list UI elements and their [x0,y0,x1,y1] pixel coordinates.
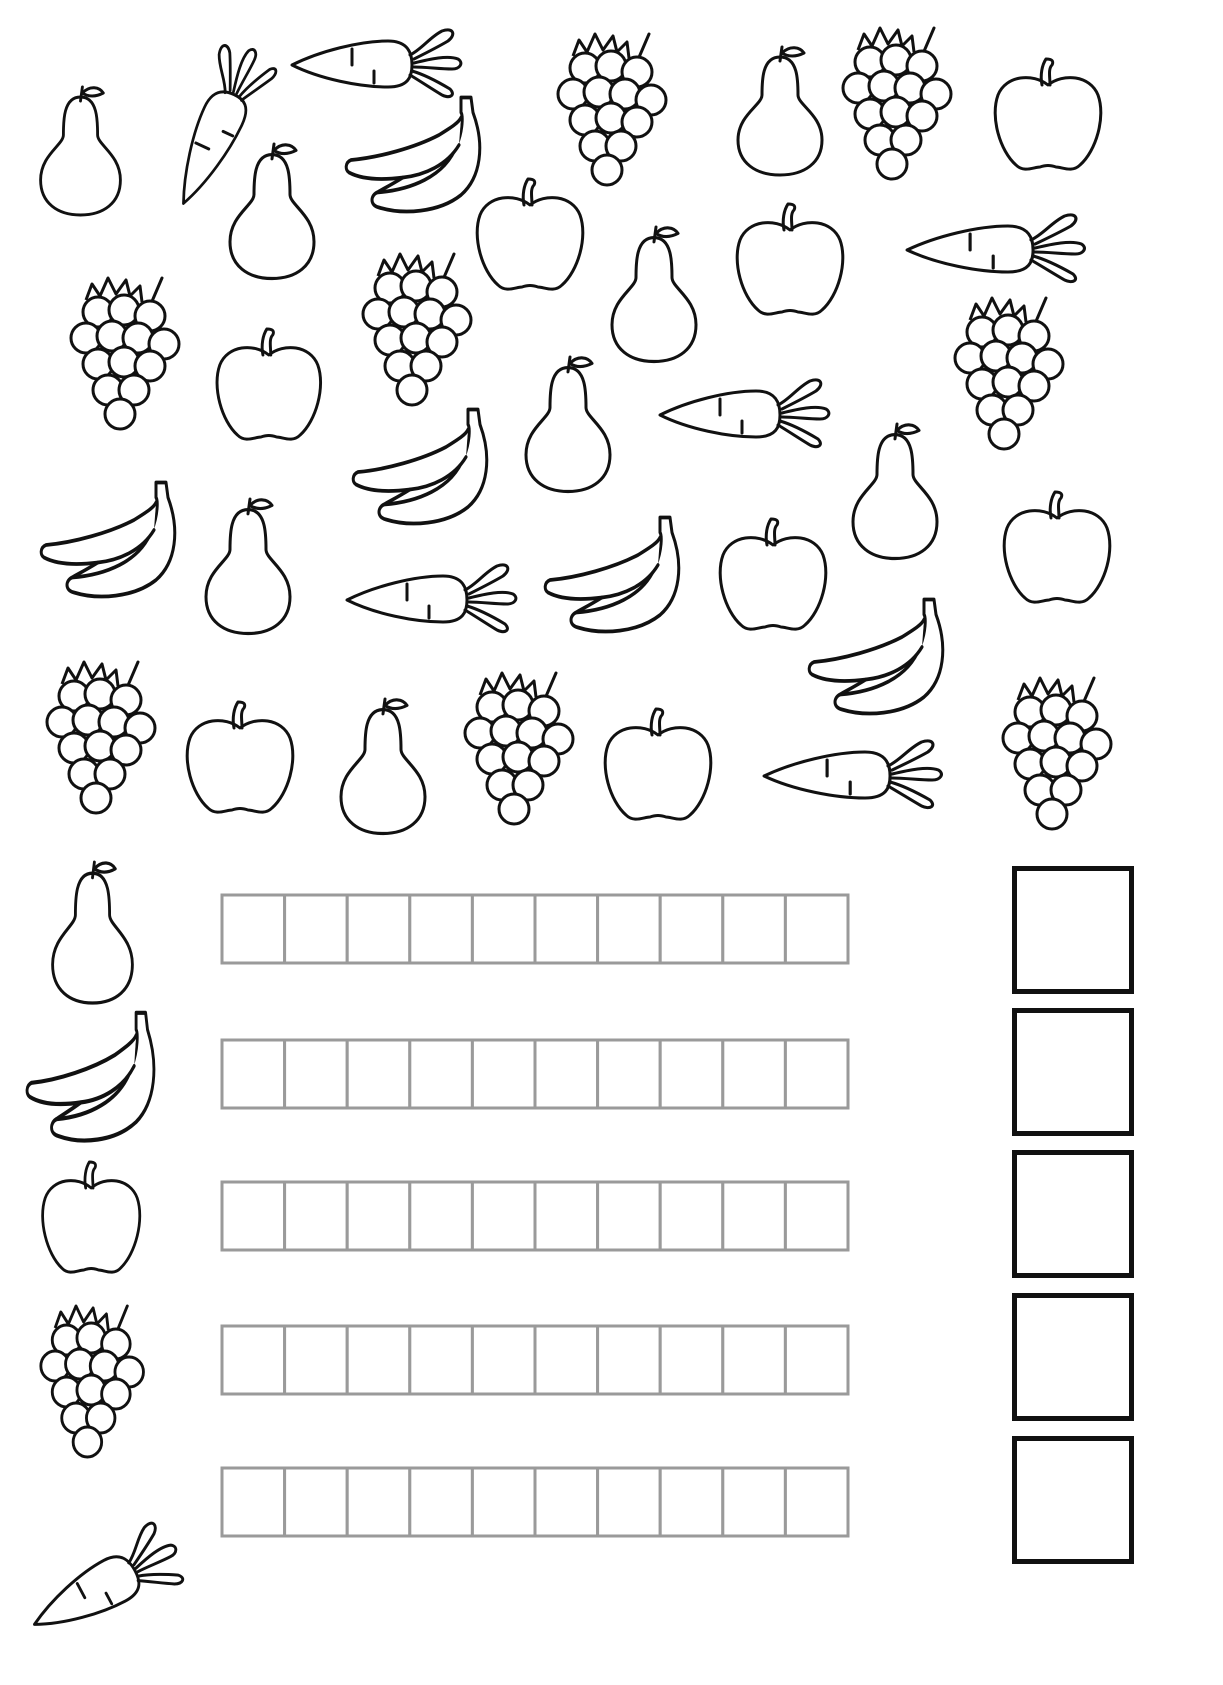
tally-row [18,1468,848,1652]
count-box-strip [222,1468,848,1536]
pear-icon [612,227,696,361]
apple-icon [217,329,321,439]
count-box[interactable] [285,895,348,963]
count-box-strip [222,1182,848,1250]
count-box[interactable] [347,1468,410,1536]
apple-icon [1004,492,1110,602]
count-box[interactable] [472,1468,535,1536]
count-box[interactable] [660,1326,723,1394]
answer-box-banana[interactable] [1012,1008,1134,1136]
pear-icon [853,424,937,558]
tally-row [27,1013,848,1141]
apple-icon [43,1162,140,1272]
count-box[interactable] [347,895,410,963]
count-box[interactable] [785,1468,848,1536]
count-box[interactable] [347,1326,410,1394]
pear-icon [526,357,610,491]
carrot-icon [292,30,461,97]
apple-icon [995,59,1101,169]
banana-icon [346,98,480,212]
banana-icon [353,410,487,524]
answer-box-pear[interactable] [1012,866,1134,994]
count-box-strip [222,1326,848,1394]
grapes-icon [47,662,155,813]
carrot-icon [660,380,829,447]
count-box[interactable] [222,1182,285,1250]
count-box[interactable] [660,1040,723,1108]
count-box[interactable] [535,1182,598,1250]
count-box[interactable] [598,1182,661,1250]
count-box[interactable] [222,1468,285,1536]
count-box[interactable] [472,1040,535,1108]
count-box[interactable] [723,895,786,963]
count-box[interactable] [472,1182,535,1250]
count-box[interactable] [472,895,535,963]
tally-row [43,1162,848,1272]
count-box[interactable] [535,1468,598,1536]
count-box[interactable] [723,1040,786,1108]
count-box[interactable] [410,1468,473,1536]
pear-icon [738,47,822,175]
count-box[interactable] [785,895,848,963]
pear-icon [53,862,133,1003]
tally-row [41,1306,848,1457]
count-box[interactable] [785,1182,848,1250]
count-box[interactable] [410,1326,473,1394]
count-box[interactable] [410,895,473,963]
count-box[interactable] [410,1040,473,1108]
count-box[interactable] [598,895,661,963]
pear-icon [230,144,314,278]
count-box-strip [222,1040,848,1108]
grapes-icon [71,278,179,429]
count-box[interactable] [285,1468,348,1536]
banana-icon [545,518,679,632]
count-box[interactable] [472,1326,535,1394]
count-box[interactable] [222,895,285,963]
carrot-icon [907,215,1084,282]
carrot-icon [347,565,516,632]
answer-box-apple[interactable] [1012,1150,1134,1278]
count-box[interactable] [660,1468,723,1536]
count-box[interactable] [285,1182,348,1250]
count-box[interactable] [598,1326,661,1394]
count-box[interactable] [535,895,598,963]
grapes-icon [558,34,666,185]
pear-icon [341,699,425,833]
answer-box-grapes[interactable] [1012,1293,1134,1421]
grapes-icon [955,298,1063,449]
count-box[interactable] [723,1326,786,1394]
count-box[interactable] [598,1040,661,1108]
count-box[interactable] [347,1182,410,1250]
carrot-icon [18,1518,191,1652]
apple-icon [605,709,711,819]
apple-icon [737,204,843,314]
count-box[interactable] [410,1182,473,1250]
tally-row [53,862,848,1003]
banana-icon [27,1013,154,1141]
apple-icon [720,519,826,629]
count-box[interactable] [285,1326,348,1394]
count-box[interactable] [222,1326,285,1394]
grapes-icon [843,28,951,179]
pear-icon [41,87,121,215]
grapes-icon [41,1306,144,1457]
carrot-icon [764,741,941,808]
count-box[interactable] [660,895,723,963]
count-box[interactable] [598,1468,661,1536]
count-box[interactable] [723,1468,786,1536]
grapes-icon [1003,678,1111,829]
grapes-icon [363,254,471,405]
answer-box-carrot[interactable] [1012,1436,1134,1564]
apple-icon [477,179,583,289]
count-box[interactable] [535,1040,598,1108]
count-box[interactable] [785,1326,848,1394]
count-box[interactable] [785,1040,848,1108]
pear-icon [206,499,290,633]
count-box-strip [222,895,848,963]
count-box[interactable] [347,1040,410,1108]
count-box[interactable] [660,1182,723,1250]
banana-icon [41,483,175,597]
apple-icon [187,702,293,812]
count-box[interactable] [222,1040,285,1108]
count-box[interactable] [535,1326,598,1394]
grapes-icon [465,673,573,824]
count-box[interactable] [723,1182,786,1250]
count-box[interactable] [285,1040,348,1108]
banana-icon [809,600,943,714]
